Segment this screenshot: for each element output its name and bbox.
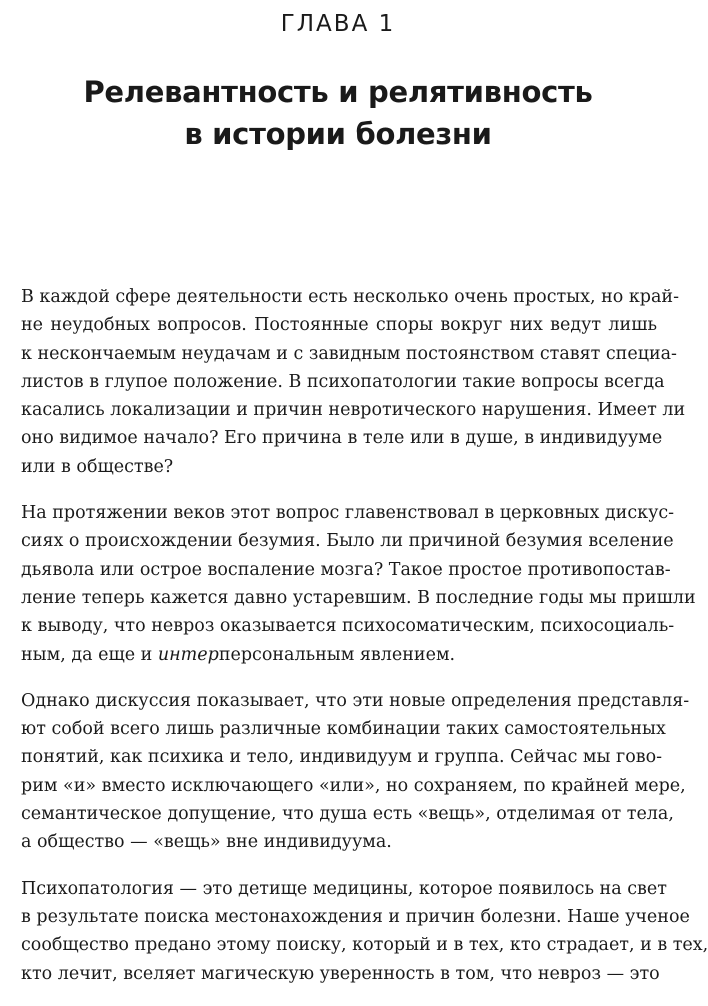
chapter-title-line-1: Релевантность и релятивность <box>83 75 593 109</box>
text-line <box>21 641 657 669</box>
text-line: На протяжении веков этот вопрос главенствовал в церковных дискус- <box>21 503 675 524</box>
text-line: листов в глупое положение. В психопатологии такие вопросы всегда <box>21 371 665 392</box>
text-line: ление теперь кажется давно устаревшим. В последние годы мы пришли <box>21 587 696 608</box>
text-line: сообщество предано этому поиску, который и в тех, кто страдает, и в тех, <box>21 935 708 956</box>
paragraph-2 <box>21 499 696 669</box>
text-line: Психопатология — это детище медицины, которое появилось на свет <box>21 878 667 899</box>
italic-prefix: интер <box>157 644 219 665</box>
text-line: к нескончаемым неудачам и с завидным постоянством ставят специа- <box>21 343 677 364</box>
text-fragment: персональным явлением. <box>218 644 456 665</box>
paragraph-1 <box>21 283 686 481</box>
text-line: В каждой сфере деятельности есть несколько очень простых, но край- <box>21 287 680 307</box>
text-line: в результате поиска местонахождения и причин болезни. Наше ученое <box>21 906 690 927</box>
text-line: к выводу, что невроз оказывается психосоматическим, психосоциаль- <box>21 616 675 637</box>
body-text <box>21 283 708 1006</box>
chapter-label: ГЛАВА 1 <box>280 11 396 37</box>
text-line: рим «и» вместо исключающего «или», но сохраняем, по крайней мере, <box>21 775 686 796</box>
text-line: а общество — «вещь» вне индивидуума. <box>21 832 392 853</box>
text-fragment: ным, да еще и <box>21 644 158 665</box>
chapter-title-line-2: в истории болезни <box>184 117 492 151</box>
text-line: или в обществе? <box>21 456 174 477</box>
text-line: касались локализации и причин невротического нарушения. Имеет ли <box>21 400 686 421</box>
text-line: Однако дискуссия показывает, что эти новые определения представля- <box>21 690 690 711</box>
text-line: семантическое допущение, что душа есть «вещь», отделимая от тела, <box>21 804 674 825</box>
paragraph-3 <box>21 687 690 857</box>
text-line: понятий, как психика и тело, индивидуум и группа. Сейчас мы гово- <box>21 747 663 768</box>
chapter-title <box>0 71 676 155</box>
text-line: дьявола или острое воспаление мозга? Такое простое противопостав- <box>21 559 671 580</box>
text-line: не неудобных вопросов. Постоянные споры вокруг них ведут лишь <box>21 315 657 336</box>
text-line: сиях о происхождении безумия. Было ли причиной безумия вселение <box>21 531 674 552</box>
text-line: ют собой всего лишь различные комбинации таких самостоятельных <box>21 719 666 740</box>
paragraph-4 <box>21 875 708 988</box>
text-line: кто лечит, вселяет магическую уверенность в том, что невроз — это <box>21 963 660 984</box>
text-line: оно видимое начало? Его причина в теле или в душе, в индивидууме <box>21 428 663 449</box>
